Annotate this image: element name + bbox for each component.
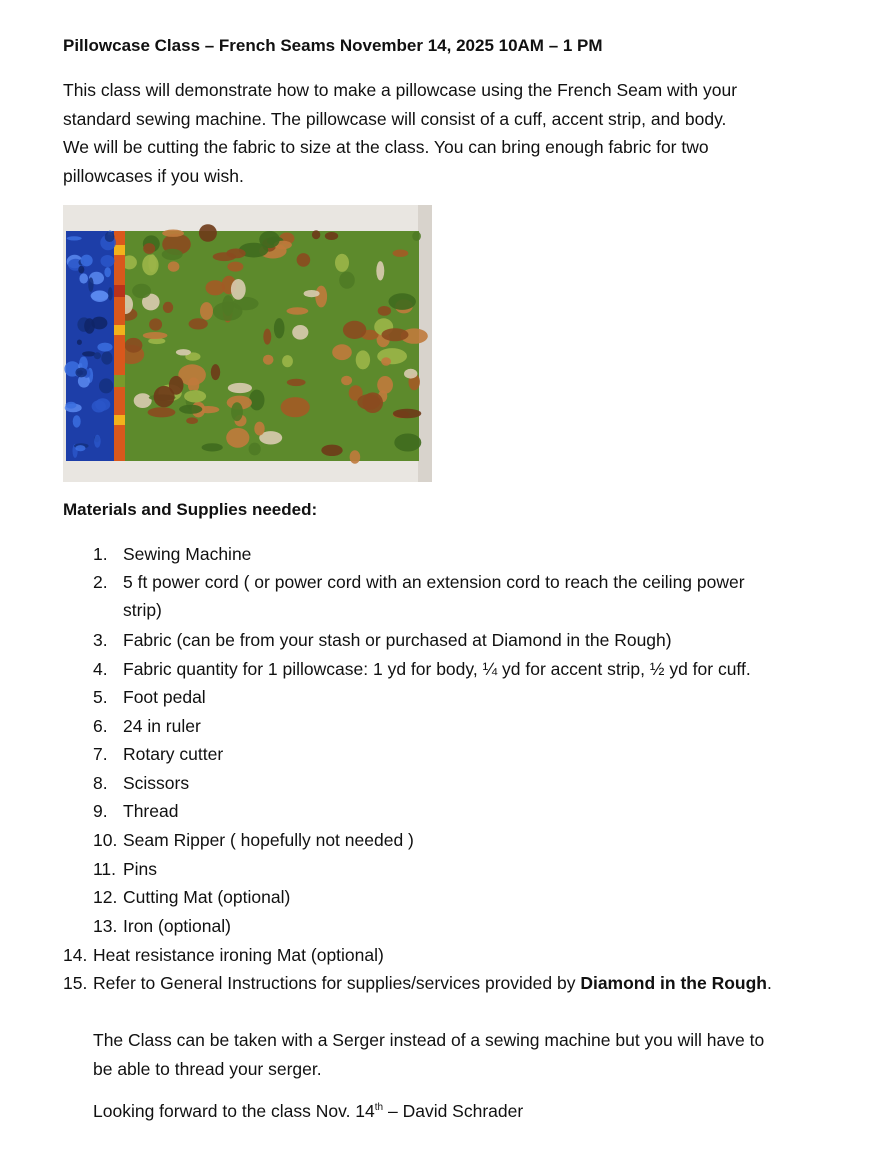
intro-line: pillowcases if you wish. bbox=[63, 165, 244, 186]
closing-line: Looking forward to the class Nov. 14th – David Schrader bbox=[93, 1101, 524, 1121]
store-name: Diamond in the Rough bbox=[580, 973, 767, 993]
intro-paragraph bbox=[63, 76, 843, 190]
intro-line: This class will demonstrate how to make a pillowcase using the French Seam with your bbox=[63, 80, 738, 100]
intro-line: standard sewing machine. The pillowcase will consist of a cuff, accent strip, and body. bbox=[63, 108, 727, 129]
document-page: Pillowcase Class – French Seams November 14, 2025 10AM – 1 PM This class will demonstrate how to make a pillowcase using the French Seam with your standard sewing machine. The pillowcase will consist of a cuff, accent strip, and body. We will be cutting the fabric to size at the class. You can bring enough fabric for two pillowcases if you wish. Materials and Supplies needed: 1. Sewing Machine 2. 5 ft power cord ( or power cord with an extension cord to reach the ceiling power strip) 3. Fabric (can be from your stash or purchased at Diamond in the Rough) 4. Fabric quantity for 1 pillowcase: 1 yd for body, ¼ yd for accent strip, ½ yd for cuff. 5. Foot pedal 6. 24 in ruler 7. Rotary cutter 8. Scissors 9. Thread 10. Seam Ripper ( hopefully not needed ) 11. Pins 12. Cutting Mat (optional) 13. Iron (optional) 14. Heat resistance ironing Mat (optional) 15. Refer to General Instructions for supplies/services provided by Diamond in the Rough. The Class can be taken with a Serger instead of a sewing machine but you will have to be able to thread your serger. Looking forward to the class Nov. 14th – David Schrader bbox=[0, 0, 895, 1165]
serger-note: The Class can be taken with a Serger instead of a sewing machine but you will have to be able to thread your serger. bbox=[93, 1030, 765, 1079]
materials-heading: Materials and Supplies needed: bbox=[63, 500, 318, 519]
intro-line: We will be cutting the fabric to size at the class. You can bring enough fabric for two bbox=[63, 137, 709, 157]
pillowcase-photo bbox=[63, 205, 432, 482]
class-title: Pillowcase Class – French Seams November 14, 2025 10AM – 1 PM bbox=[63, 36, 603, 55]
